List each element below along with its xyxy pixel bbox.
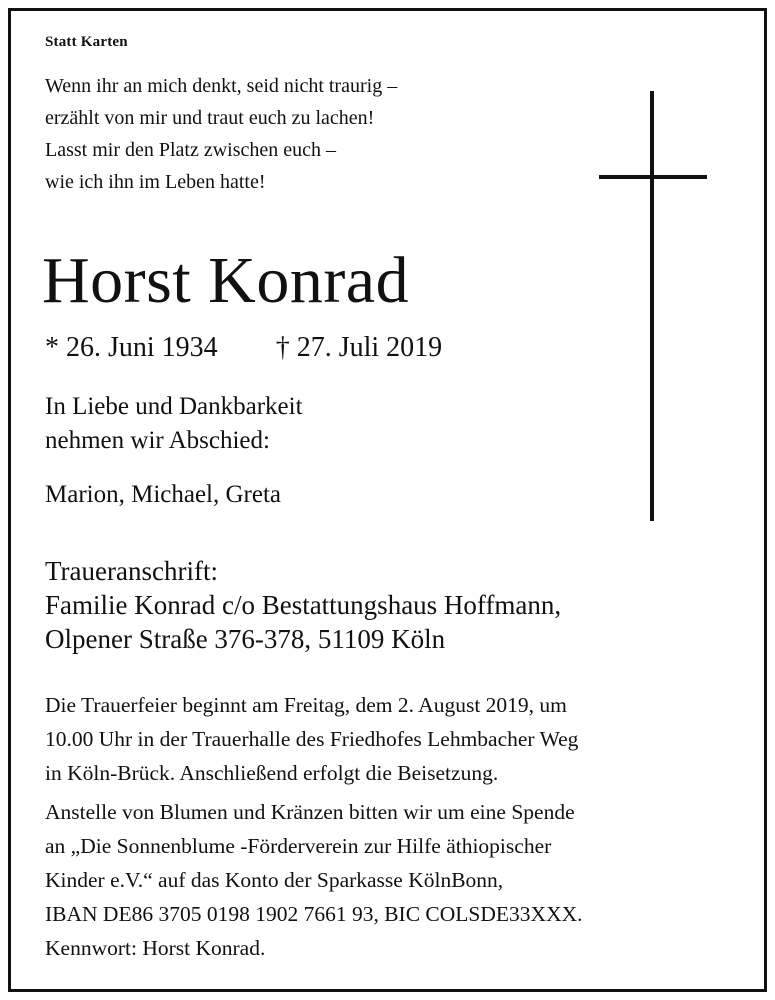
address-line: Olpener Straße 376-378, 51109 Köln xyxy=(45,624,446,654)
ceremony-line: 10.00 Uhr in der Trauerhalle des Friedhofes Lehmbacher Weg xyxy=(45,727,579,751)
poem-line: wie ich ihn im Leben hatte! xyxy=(45,171,266,193)
address-line: Familie Konrad c/o Bestattungshaus Hoffmann, xyxy=(45,590,562,620)
donation-line: Kennwort: Horst Konrad. xyxy=(45,936,266,960)
poem-line: Lasst mir den Platz zwischen euch – xyxy=(45,139,337,161)
ceremony-paragraph xyxy=(45,688,578,790)
poem-line: Wenn ihr an mich denkt, seid nicht traurig – xyxy=(45,75,398,97)
farewell-text xyxy=(45,390,303,458)
death-date: † 27. Juli 2019 xyxy=(275,332,443,363)
donation-line: Anstelle von Blumen und Kränzen bitten wir um eine Spende xyxy=(45,800,575,824)
donation-paragraph xyxy=(45,795,583,965)
life-dates xyxy=(45,328,442,368)
address-line: Traueranschrift: xyxy=(45,556,218,586)
donation-line: IBAN DE86 3705 0198 1902 7661 93, BIC COLSDE33XXX. xyxy=(45,902,583,926)
farewell-line: In Liebe und Dankbarkeit xyxy=(45,393,303,420)
ceremony-line: Die Trauerfeier beginnt am Freitag, dem 2. August 2019, um xyxy=(45,693,567,717)
mourning-address xyxy=(45,554,561,656)
farewell-line: nehmen wir Abschied: xyxy=(45,427,270,454)
donation-line: Kinder e.V.“ auf das Konto der Sparkasse KölnBonn, xyxy=(45,868,504,892)
ceremony-line: in Köln-Brück. Anschließend erfolgt die Beisetzung. xyxy=(45,761,499,785)
deceased-name: Horst Konrad xyxy=(42,244,410,317)
cross-vertical-bar xyxy=(650,91,654,521)
poem-line: erzählt von mir und traut euch zu lachen! xyxy=(45,107,375,129)
header-label: Statt Karten xyxy=(45,34,128,50)
cross-horizontal-bar xyxy=(599,175,707,179)
poem xyxy=(45,70,397,198)
family-names: Marion, Michael, Greta xyxy=(45,481,282,508)
birth-date: * 26. Juni 1934 xyxy=(45,332,218,363)
donation-line: an „Die Sonnenblume -Förderverein zur Hilfe äthiopischer xyxy=(45,834,552,858)
